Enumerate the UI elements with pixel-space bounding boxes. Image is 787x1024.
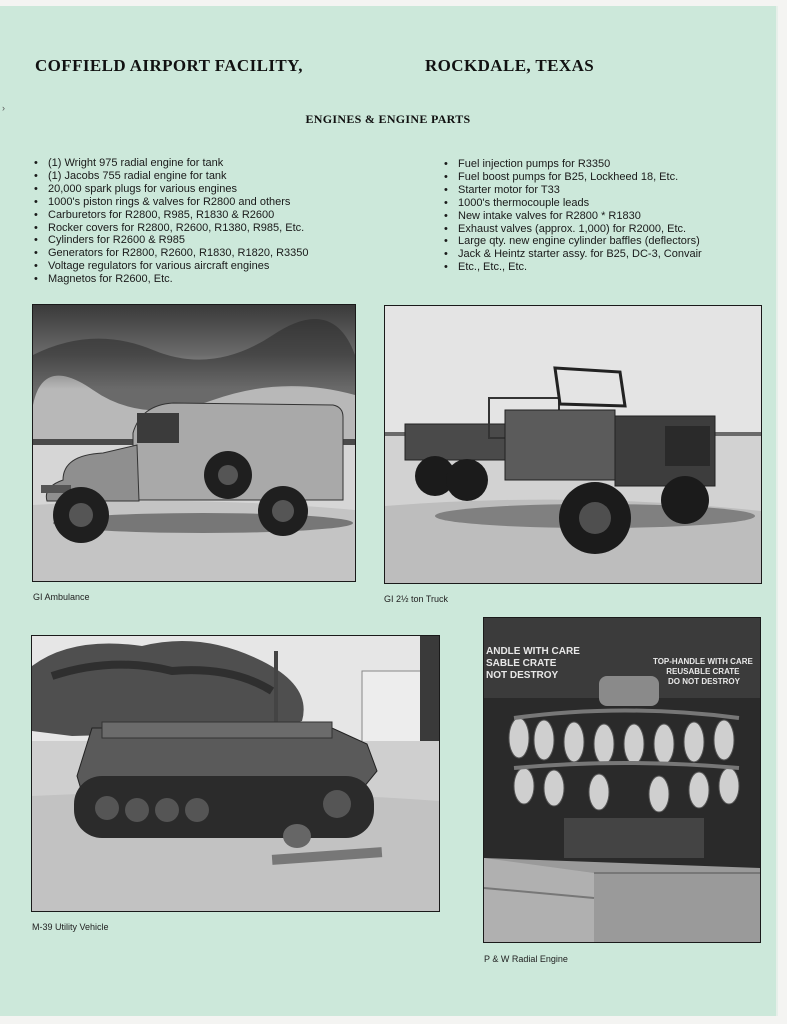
crate-stencil-right: TOP-HANDLE WITH CARE REUSABLE CRATE DO NOT DESTROY (652, 657, 753, 686)
list-item: • 1000's piston rings & valves for R2800 and others (34, 196, 309, 209)
truck-photo (384, 305, 762, 584)
list-item: • Etc., Etc., Etc. (444, 261, 702, 274)
list-item: • Large qty. new engine cylinder baffles (deflectors) (444, 235, 702, 248)
ambulance-caption: GI Ambulance (33, 592, 90, 602)
engine-parts-list-left (34, 157, 309, 286)
m39-caption: M-39 Utility Vehicle (32, 922, 109, 932)
list-item: • 20,000 spark plugs for various engines (34, 183, 309, 196)
list-item: • Cylinders for R2600 & R985 (34, 234, 309, 247)
list-item: • Fuel boost pumps for B25, Lockheed 18, Etc. (444, 171, 702, 184)
list-item: • Starter motor for T33 (444, 184, 702, 197)
m39-vehicle-photo (31, 635, 440, 912)
location-title: ROCKDALE, TEXAS (425, 56, 595, 75)
list-item: • Fuel injection pumps for R3350 (444, 158, 702, 171)
radial-engine-photo (483, 617, 761, 943)
facility-title: COFFIELD AIRPORT FACILITY, (35, 56, 303, 75)
list-item: • Jack & Heintz starter assy. for B25, DC-3, Convair (444, 248, 702, 261)
list-item: • Voltage regulators for various aircraft engines (34, 260, 309, 273)
section-heading: ENGINES & ENGINE PARTS (305, 112, 471, 126)
list-item: • Magnetos for R2600, Etc. (34, 273, 309, 286)
truck-caption: GI 2½ ton Truck (384, 594, 449, 604)
list-item: • New intake valves for R2800 * R1830 (444, 210, 702, 223)
ambulance-photo (32, 304, 356, 582)
list-item: • 1000's thermocouple leads (444, 197, 702, 210)
list-item: • (1) Wright 975 radial engine for tank (34, 157, 309, 170)
list-item: • Rocker covers for R2800, R2600, R1380, R985, Etc. (34, 222, 309, 235)
list-item: • (1) Jacobs 755 radial engine for tank (34, 170, 309, 183)
crate-stencil-left: ANDLE WITH CARE SABLE CRATE NOT DESTROY (486, 646, 580, 681)
list-item: • Carburetors for R2800, R985, R1830 & R2600 (34, 209, 309, 222)
list-item: • Generators for R2800, R2600, R1830, R1820, R3350 (34, 247, 309, 260)
document-page (0, 6, 778, 1016)
list-item: • Exhaust valves (approx. 1,000) for R2000, Etc. (444, 223, 702, 236)
margin-mark: › (2, 103, 5, 113)
engine-caption: P & W Radial Engine (484, 954, 568, 964)
engine-parts-list-right (444, 158, 702, 274)
